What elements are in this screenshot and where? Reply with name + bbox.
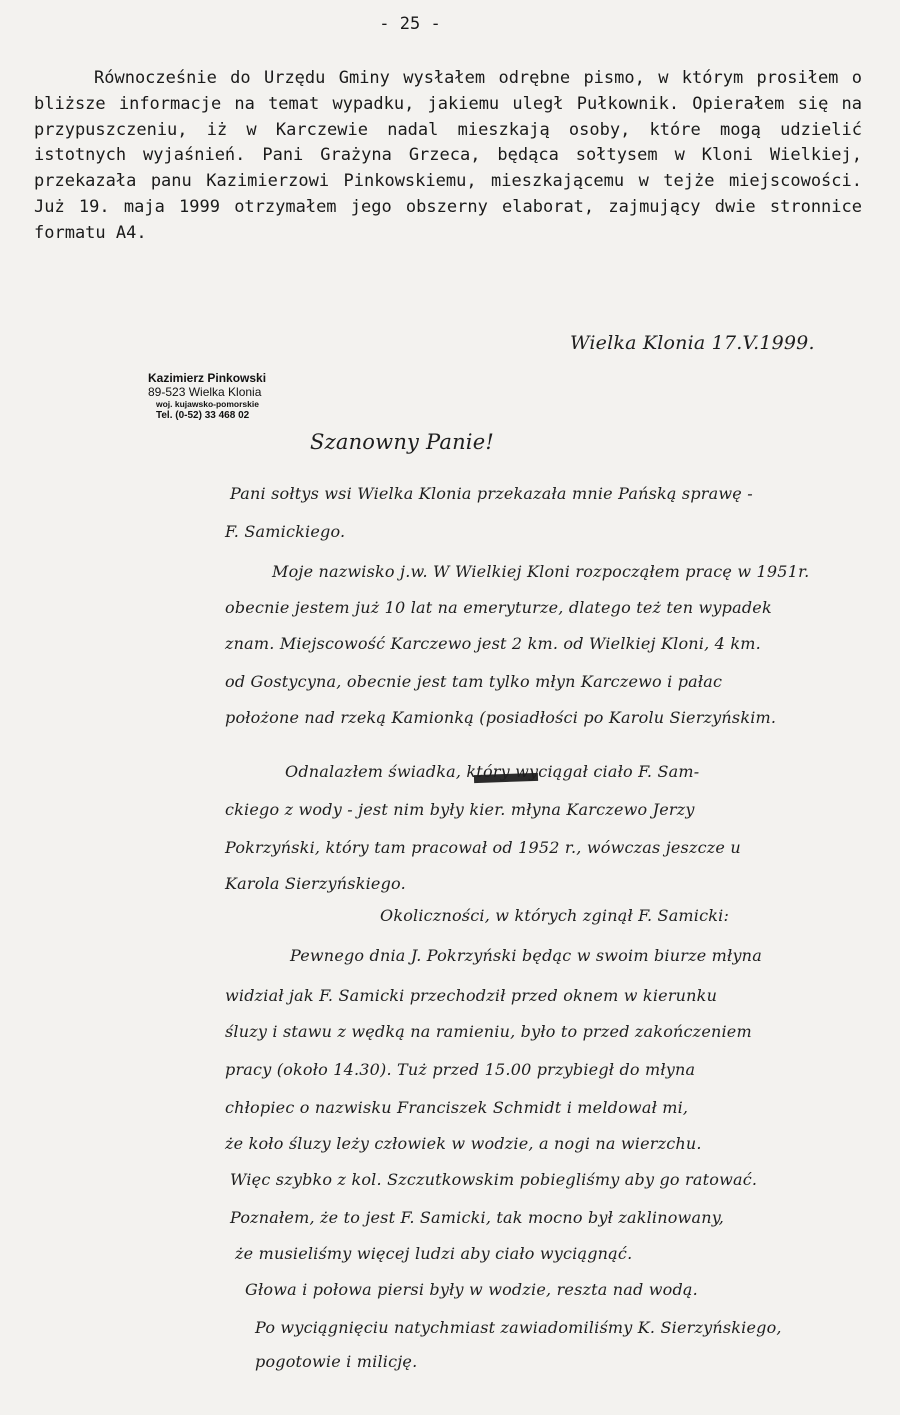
letter-line: śluzy i stawu z wędką na ramieniu, było to przed zakończeniem: [225, 1022, 752, 1041]
sender-region: woj. kujawsko-pomorskie: [156, 399, 259, 409]
letter-date: Wielka Klonia 17.V.1999.: [570, 332, 815, 354]
typed-paragraph: [34, 66, 862, 247]
letter-line: widział jak F. Samicki przechodził przed oknem w kierunku: [225, 986, 718, 1005]
letter-line: pogotowie i milicję.: [255, 1352, 418, 1371]
letter-line: Odnalazłem świadka, który wyciągał ciało F. Sam-: [285, 762, 700, 781]
sender-phone: Tel. (0-52) 33 468 02: [156, 410, 250, 421]
letter-line: znam. Miejscowość Karczewo jest 2 km. od Wielkiej Kloni, 4 km.: [225, 634, 761, 653]
letter-salutation: Szanowny Panie!: [310, 430, 494, 454]
typed-paragraph-text: Równocześnie do Urzędu Gminy wysłałem odrębne pismo, w którym prosiłem o bliższe informacje na temat wypadku, jakiemu uległ Pułkownik. Opierałem się na przypuszczeniu, iż w Karczewie nadal mieszkają osoby, które mogą udzielić istotnych wyjaśnień. Pani Grażyna Grzeca, będąca sołtysem w Kloni Wielkiej, przekazała panu Kazimierzowi Pinkowskiemu, mieszkającemu w tejże miejscowości. Już 19. maja 1999 otrzymałem jego obszerny elaborat, zajmujący dwie stronnice formatu A4.: [34, 68, 862, 243]
letter-line: że koło śluzy leży człowiek w wodzie, a nogi na wierzchu.: [225, 1134, 702, 1153]
sender-name: Kazimierz Pinkowski: [148, 371, 267, 385]
sender-stamp: [148, 371, 266, 422]
letter-line: że musieliśmy więcej ludzi aby ciało wyciągnąć.: [235, 1244, 633, 1263]
letter-line: Okoliczności, w których zginął F. Samicki:: [380, 906, 730, 925]
letter-line: pracy (około 14.30). Tuż przed 15.00 przybiegł do młyna: [225, 1060, 696, 1079]
letter-line: Więc szybko z kol. Szczutkowskim pobiegliśmy aby go ratować.: [230, 1170, 758, 1189]
letter-line: Pewnego dnia J. Pokrzyński będąc w swoim biurze młyna: [290, 946, 762, 965]
letter-line: Pokrzyński, który tam pracował od 1952 r., wówczas jeszcze u: [225, 838, 741, 857]
letter-line: od Gostycyna, obecnie jest tam tylko młyn Karczewo i pałac: [225, 672, 723, 691]
page-number: - 25 -: [379, 14, 441, 34]
letter-line: Karola Sierzyńskiego.: [225, 874, 406, 893]
letter-line: Głowa i połowa piersi były w wodzie, reszta nad wodą.: [245, 1280, 698, 1299]
handwritten-letter: [140, 300, 860, 1400]
letter-line: ckiego z wody - jest nim były kier. młyna Karczewo Jerzy: [225, 800, 695, 819]
letter-line: chłopiec o nazwisku Franciszek Schmidt i meldował mi,: [225, 1098, 689, 1117]
letter-line: Moje nazwisko j.w. W Wielkiej Kloni rozpocząłem pracę w 1951r.: [272, 562, 810, 581]
letter-line: F. Samickiego.: [225, 522, 346, 541]
letter-line: Po wyciągnięciu natychmiast zawiadomiliśmy K. Sierzyńskiego,: [255, 1318, 782, 1337]
letter-line: położone nad rzeką Kamionką (posiadłości po Karolu Sierzyńskim.: [225, 708, 777, 727]
letter-line: obecnie jestem już 10 lat na emeryturze, dlatego też ten wypadek: [225, 598, 772, 617]
letter-line: Poznałem, że to jest F. Samicki, tak mocno był zaklinowany,: [230, 1208, 725, 1227]
sender-address: 89-523 Wielka Klonia: [148, 385, 262, 399]
letter-line: Pani sołtys wsi Wielka Klonia przekazała mnie Pańską sprawę -: [230, 484, 753, 503]
